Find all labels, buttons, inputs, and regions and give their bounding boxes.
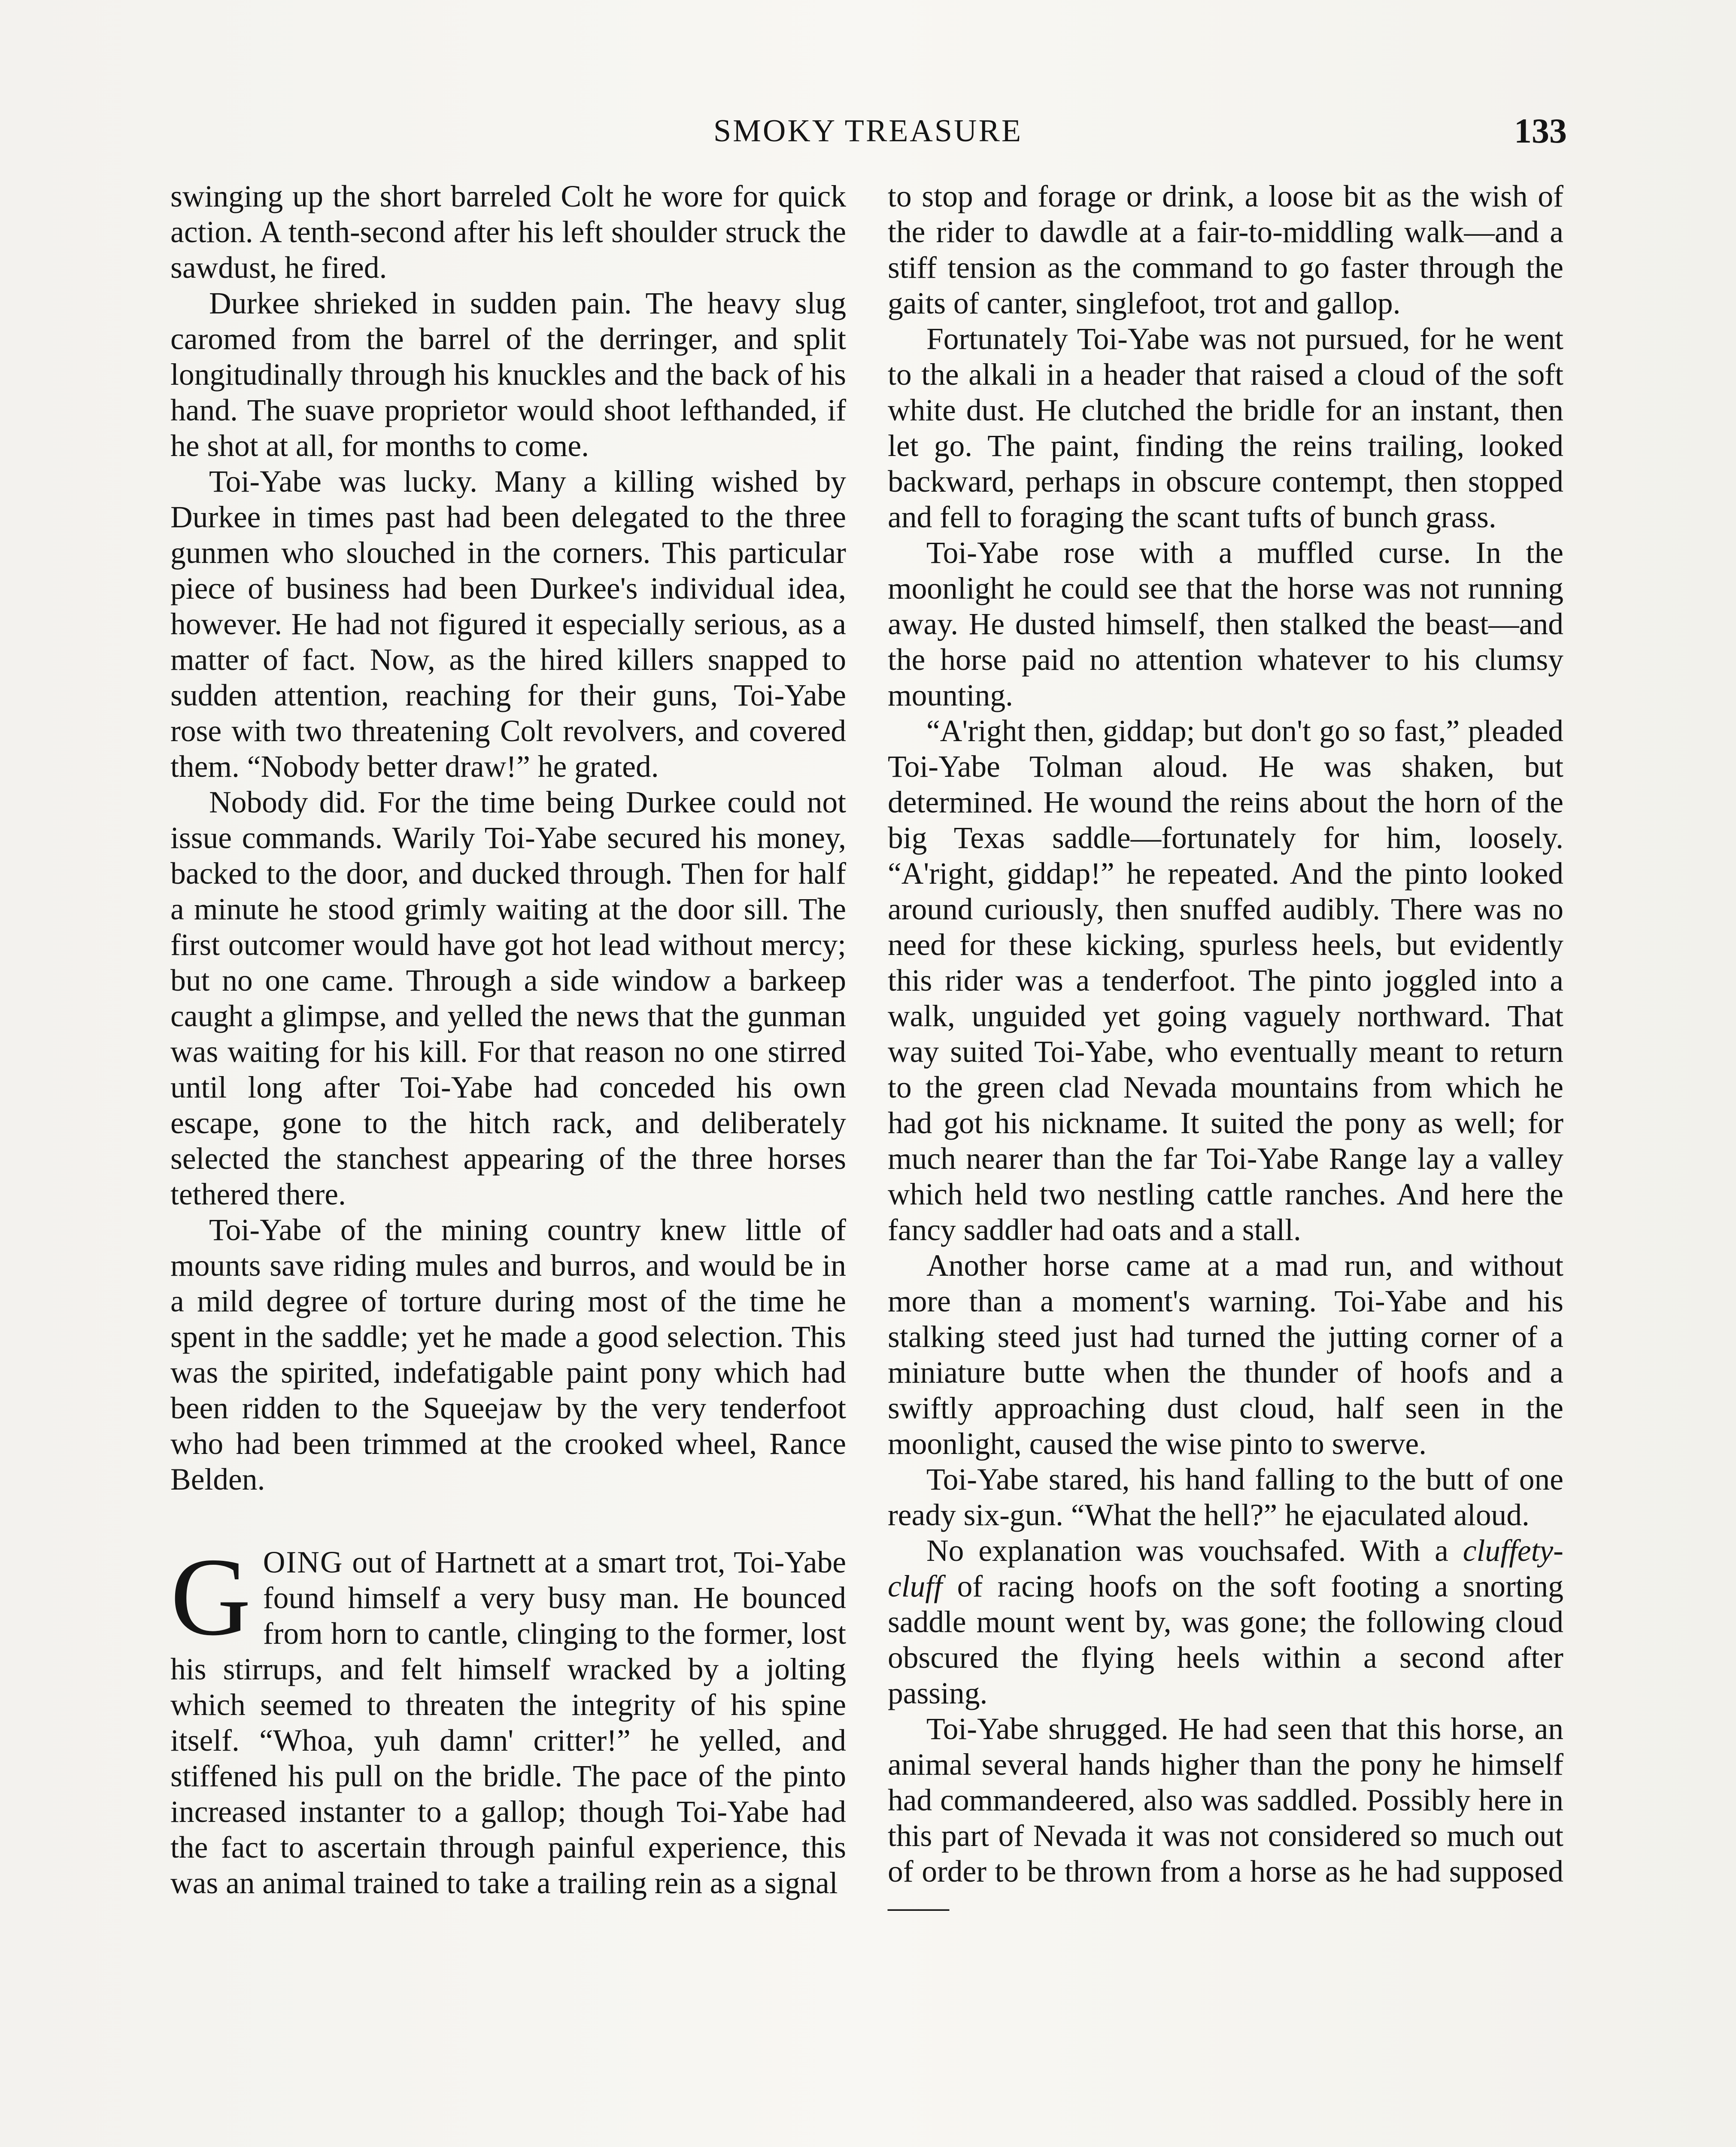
paragraph: Toi-Yabe rose with a muffled curse. In the moonlight he could see that the horse was not running away. He dusted himself, then stalked the beast—and the horse paid no attention whatever to his clumsy mounting. xyxy=(888,536,1563,712)
italic-onomatopoeia: cluffety-cluff xyxy=(888,1534,1563,1603)
dropcap-letter: G xyxy=(170,1535,251,1659)
paragraph-text: No explanation was vouchsafed. With a xyxy=(926,1534,1463,1568)
paragraph-text: of racing hoofs on the soft footing a snorting saddle mount went by, was gone; the following cloud obscured the flying heels within a second after passing. xyxy=(888,1569,1563,1710)
paragraph: to stop and forage or drink, a loose bit as the wish of the rider to dawdle at a fair-to-middling walk—and a stiff tension as the command to go faster through the gaits of canter, singlefoot, trot and gallop. xyxy=(888,179,1563,320)
paragraph-with-italic xyxy=(888,1533,1563,1711)
paragraph: Nobody did. For the time being Durkee could not issue commands. Warily Toi-Yabe secured his money, backed to the door, and ducked through. Then for half a minute he stood grimly waiting at the door sill. The first outcomer would have got hot lead without mercy; but no one came. Through a side window a barkeep caught a glimpse, and yelled the news that the gunman was waiting for his kill. For that reason no one stirred until long after Toi-Yabe had conceded his own escape, gone to the hitch rack, and deliberately selected the stanchest appearing of the three horses tethered there. xyxy=(170,785,846,1211)
paragraph: swinging up the short barreled Colt he wore for quick action. A tenth-second after his left shoulder struck the sawdust, he fired. xyxy=(170,179,846,285)
section-break xyxy=(170,1497,846,1545)
paragraph: “A'right then, giddap; but don't go so fast,” pleaded Toi-Yabe Tolman aloud. He was shaken, but determined. He wound the reins about the horn of the big Texas saddle—fortunately for him, loosely. “A'right, giddap!” he repeated. And the pinto looked around curiously, then snuffed audibly. There was no need for these kicking, spurless heels, but evidently this rider was a tenderfoot. The pinto joggled into a walk, unguided yet going vaguely northward. That way suited Toi-Yabe, who eventually meant to return to the green clad Nevada mountains from which he had got his nickname. It suited the pony as well; for much nearer than the far Toi-Yabe Range lay a valley which held two nestling cattle ranches. And here the fancy saddler had oats and a stall. xyxy=(888,714,1563,1247)
paragraph: Durkee shrieked in sudden pain. The heavy slug caromed from the barrel of the derringer, and split longitudinally through his knuckles and the back of his hand. The suave proprietor would shoot lefthanded, if he shot at all, for months to come. xyxy=(170,286,846,463)
dropcap-paragraph-text: out of Hartnett at a smart trot, Toi-Yabe found himself a very busy man. He bounced from horn to cantle, clinging to the former, lost his stirrups, and felt himself wracked by a jolting which seemed to threaten the integrity of his spine itself. “Whoa, yuh damn' critter!” he yelled, and stiffened his pull on the bridle. The pace of the pinto increased instanter to a gallop; though Toi-Yabe had the fact to ascertain through painful experience, this was an animal trained to take a trailing rein as a signal xyxy=(170,1545,846,1900)
dropcap-paragraph xyxy=(170,1535,846,1901)
paragraph: Toi-Yabe shrugged. He had seen that this horse, an animal several hands higher than the pony he himself had commandeered, also was saddled. Possibly here in this part of Nevada it was not considered so much out of order to be thrown from a horse as he had supposed—— xyxy=(888,1712,1563,1924)
left-column xyxy=(170,179,846,1901)
paragraph: Toi-Yabe was lucky. Many a killing wished by Durkee in times past had been delegated to the three gunmen who slouched in the corners. This particular piece of business had been Durkee's individual idea, however. He had not figured it especially serious, as a matter of fact. Now, as the hired killers snapped to sudden attention, reaching for their guns, Toi-Yabe rose with two threatening Colt revolvers, and covered them. “Nobody better draw!” he grated. xyxy=(170,465,846,784)
page-number: 133 xyxy=(1514,111,1567,150)
paragraph: Toi-Yabe stared, his hand falling to the butt of one ready six-gun. “What the hell?” he ejaculated aloud. xyxy=(888,1463,1563,1532)
right-column xyxy=(888,179,1563,1925)
running-head-title: SMOKY TREASURE xyxy=(713,113,1023,149)
paragraph: Fortunately Toi-Yabe was not pursued, for he went to the alkali in a header that raised a cloud of the soft white dust. He clutched the bridle for an instant, then let go. The paint, finding the reins trailing, looked backward, perhaps in obscure contempt, then stopped and fell to foraging the scant tufts of bunch grass. xyxy=(888,322,1563,534)
dropcap-lead-word: OING xyxy=(263,1545,343,1579)
paragraph: Another horse came at a mad run, and without more than a moment's warning. Toi-Yabe and his stalking steed just had turned the jutting corner of a miniature butte when the thunder of hoofs and a swiftly approaching dust cloud, half seen in the moonlight, caused the wise pinto to swerve. xyxy=(888,1249,1563,1461)
paragraph: Toi-Yabe of the mining country knew little of mounts save riding mules and burros, and would be in a mild degree of torture during most of the time he spent in the saddle; yet he made a good selection. This was the spirited, indefatigable paint pony which had been ridden to the Squeejaw by the very tenderfoot who had been trimmed at the crooked wheel, Rance Belden. xyxy=(170,1213,846,1496)
